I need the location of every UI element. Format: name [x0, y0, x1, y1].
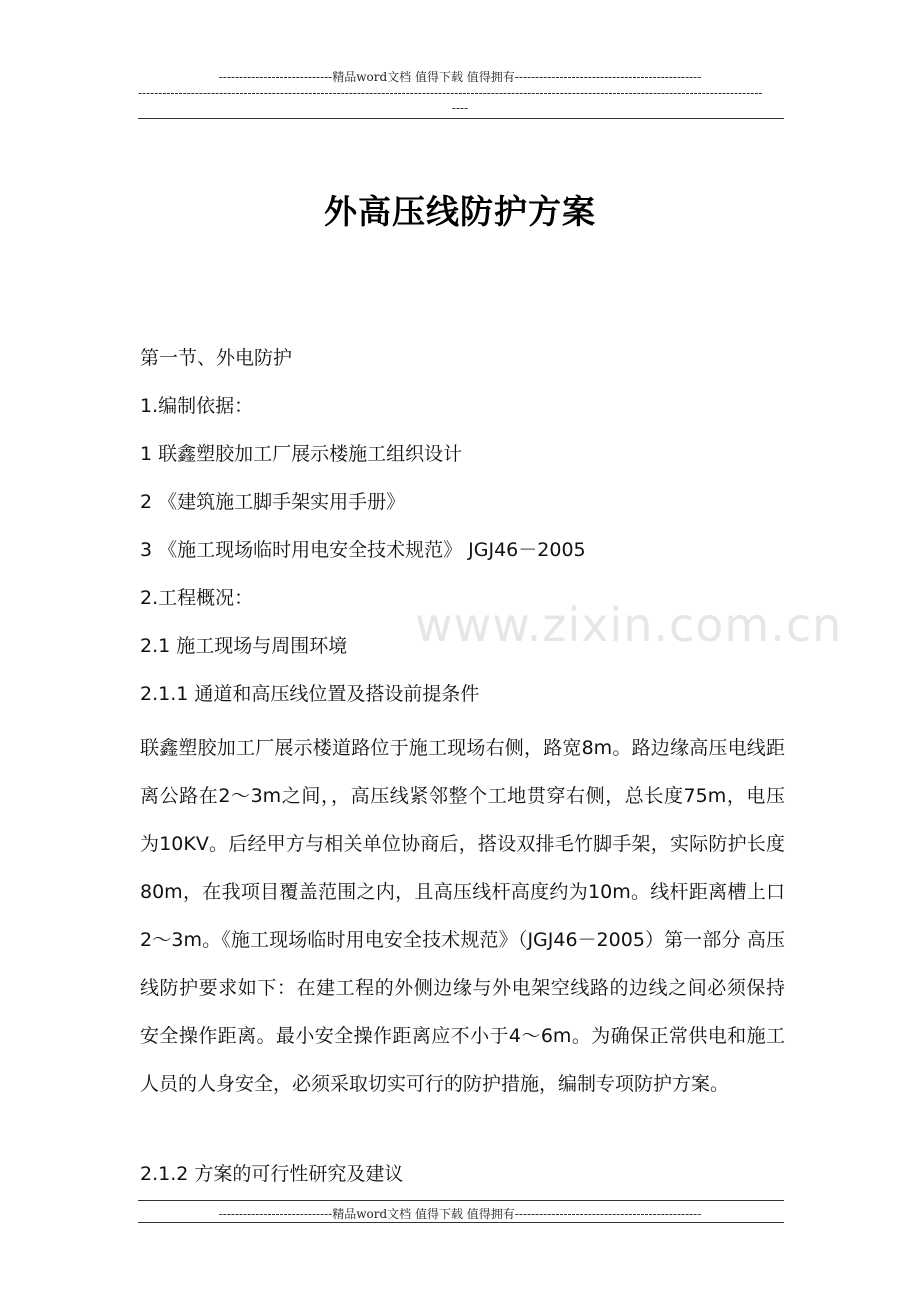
- subheading-basis: 1.编制依据：: [140, 395, 254, 417]
- body-paragraph: 联鑫塑胶加工厂展示楼道路位于施工现场右侧，路宽8m。路边缘高压电线距离公路在2～3m之间，，高压线紧邻整个工地贯穿右侧，总长度75m，电压为10KV。后经甲方与相关单位协商后，搭设双排毛竹脚手架，实际防护长度80m，在我项目覆盖范围之内，且高压线杆高度约为10m。线杆距离槽上口2～3m。《施工现场临时用电安全技术规范》（JGJ46－2005）第一部分 高压线防护要求如下：在建工程的外侧边缘与外电架空线路的边线之间必须保持安全操作距离。最小安全操作距离应不小于4～6m。为确保正常供电和施工人员的人身安全，必须采取切实可行的防护措施，编制专项防护方案。: [140, 737, 785, 1095]
- watermark-text: www.zixin.com.cn: [415, 598, 843, 652]
- subheading-2-1-2: 2.1.2 方案的可行性研究及建议: [140, 1163, 404, 1185]
- footer-rule-bottom: [138, 1222, 784, 1223]
- footer-text: ----------------------------精品word文档 值得下载 值得拥有----------------------------------------------: [218, 1207, 702, 1221]
- header-dash-row: ----------------------------------------------------------------------------------------------------------------------------------------------------------: [138, 86, 763, 100]
- basis-item-2: 2 《建筑施工脚手架实用手册》: [140, 491, 406, 513]
- subheading-2-1-1: 2.1.1 通道和高压线位置及搭设前提条件: [140, 683, 480, 705]
- header-text: ----------------------------精品word文档 值得下载 值得拥有----------------------------------------------: [218, 70, 702, 84]
- header-rule: [138, 118, 784, 119]
- basis-item-1: 1 联鑫塑胶加工厂展示楼施工组织设计: [140, 443, 463, 465]
- section-heading: 第一节、外电防护: [140, 347, 293, 369]
- header-dash-tail: ----: [451, 101, 469, 115]
- footer-rule: [138, 1200, 784, 1201]
- basis-item-3: 3 《施工现场临时用电安全技术规范》 JGJ46－2005: [140, 539, 586, 561]
- document-title: 外高压线防护方案: [324, 192, 596, 231]
- subheading-overview: 2.工程概况：: [140, 587, 254, 609]
- subheading-2-1: 2.1 施工现场与周围环境: [140, 635, 348, 657]
